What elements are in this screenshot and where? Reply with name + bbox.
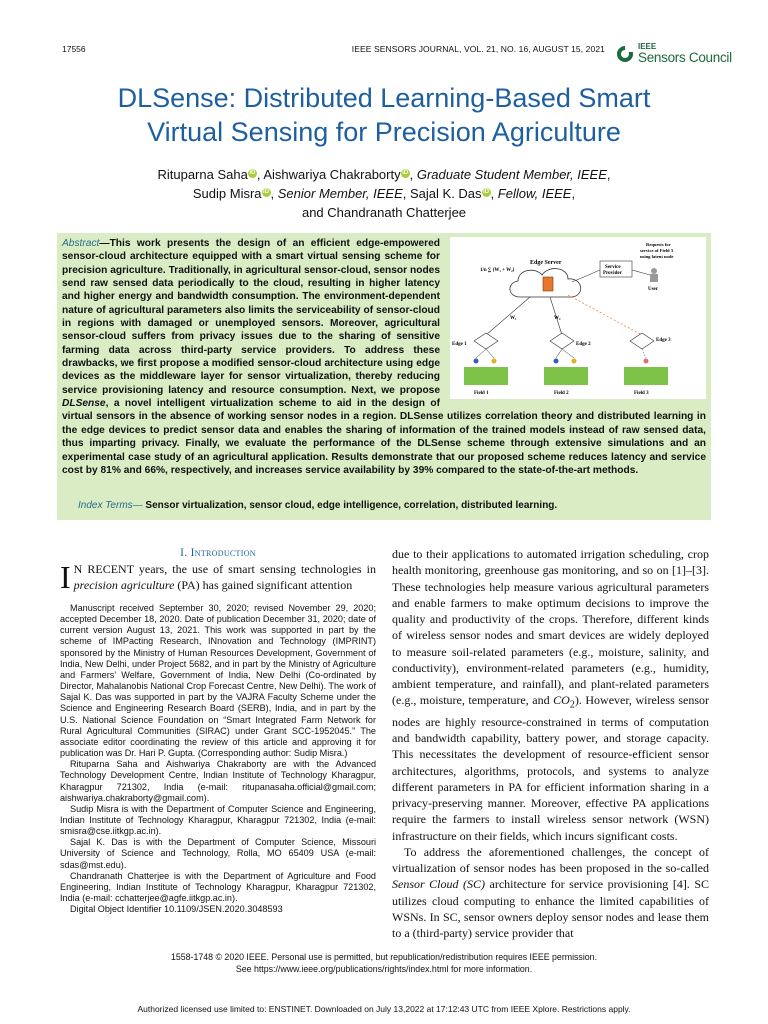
field-1-label: Field 1 xyxy=(474,391,489,396)
footnote-affiliation: Chandranath Chatterjee is with the Department of Agriculture and Food Engineering, Indian Institute of Technology Kharagpur, Kharagpur 721302, India (e-mail: cchatterjee@agfe.iitkgp.ac.in). xyxy=(60,870,376,904)
sensor-node-icon xyxy=(474,359,479,364)
abstract-text-part-1: —This work presents the design of an efficient edge-empowered sensor-cloud architecture equipped with a smart virtual sensing scheme for precision agriculture. Traditionally, in agricultural sensor-cloud, sensor nodes send raw sensed data periodically to the cloud, resulting in higher latency and higher energy and bandwidth consumption. The environment-dependent nature of agricultural parameters also limits the serviceability of sensor-cloud in regions with damaged or unemployed sensors. Moreover, agricultural sensor-cloud suffers from privacy issues due to the sharing of sensitive farming data across third-party service providers. To address these drawbacks, we first propose a modified sensor-cloud architecture using edge devices as the middleware layer for sensor virtualization, thereby reducing service provisioning latency and resource consumption. Next, we propose xyxy=(62,238,440,396)
field-3-label: Field 3 xyxy=(634,391,649,396)
index-terms-text: Sensor virtualization, sensor cloud, edge intelligence, correlation, distributed learning. xyxy=(142,500,558,511)
copyright-notice xyxy=(60,952,708,975)
author-role: Graduate Student Member, IEEE xyxy=(416,167,607,182)
author-line-3: and Chandranath Chatterjee xyxy=(301,205,467,220)
logo-ieee-text: IEEE xyxy=(638,42,657,51)
author-list xyxy=(40,165,728,222)
page-number: 17556 xyxy=(62,44,86,54)
license-notice: Authorized licensed use limited to: ENSTINET. Downloaded on July 13,2022 at 17:12:43 UTC from IEEE Xplore. Restrictions apply. xyxy=(137,1004,631,1014)
intro-text-b: (PA) has gained significant attention xyxy=(174,578,353,592)
edge-3-device-icon xyxy=(630,333,654,349)
author-misra: Sudip Misra xyxy=(192,186,262,201)
footnote-doi: Digital Object Identifier 10.1109/JSEN.2020.3048593 xyxy=(70,904,283,915)
service-provider-label-2: Provider xyxy=(603,271,622,276)
aggregation-formula: 1/n ∑ (W₁ + W₂) xyxy=(480,268,515,273)
edge-1-device-icon xyxy=(474,333,498,349)
orcid-icon[interactable]: iD xyxy=(483,188,490,195)
author-role: Fellow, IEEE xyxy=(497,186,572,201)
author-saha: Rituparna Saha xyxy=(157,167,248,182)
field-1-shape xyxy=(464,367,508,385)
edge-server-icon xyxy=(543,277,553,291)
section-number: I. xyxy=(180,547,191,559)
edge-2-label: Edge 2 xyxy=(576,342,591,347)
weight-w1-label: W₁ xyxy=(510,316,517,321)
user-body-icon xyxy=(650,274,658,282)
field-2-shape xyxy=(544,367,588,385)
ieee-sensors-council-logo xyxy=(616,42,732,68)
footnote-funding: Manuscript received September 30, 2020; revised November 29, 2020; accepted December 18, 2020. Date of publication December 31, 2020; date of current version August 13, 2021. This work was supported in part by the scheme of IMPacting Research, INnovation and Technology (IMPRINT) sponsored by the Ministry of Human Resources Development, Government of India, New Delhi, under Project 5682, and in part by the Ministry of Agriculture and Farmers’ Welfare, Government of India, New Delhi (Co-ordinated by Director, Mahalanobis National Crop Forecast Centre, New Delhi). The work of Sajal K. Das was supported in part by the VAJRA Faculty Scheme under the Science and Engineering Research Board (SERB), India, and in part by the U.S. National Science Foundation on “Smart Integrated Farm Network for Rural Agricultural Communities (SIRAC) under Grant SCC-1952045.” The associate editor coordinating the review of this article and approving it for publication was Dr. Hari P. Gupta. (Corresponding author: Sudip Misra.) xyxy=(60,603,376,759)
abstract xyxy=(62,237,706,477)
author-role: Senior Member, IEEE xyxy=(277,186,403,201)
author-das: Sajal K. Das xyxy=(410,186,482,201)
paragraph-text: due to their applications to automated irrigation scheduling, crop health monitoring, greenhouse gas monitoring, and so on [1]–[3]. These technologies help measure various agricultural parameters and enable farmers to make optimum decisions to improve the quality and productivity of the crops. Therefore, different kinds of wireless sensor nodes and smart devices are widely deployed to measure soil-related parameters (e.g., moisture, salinity, and conductivity), environment-related parameters (e.g., humidity, ambient temperature, and rainfall), and plant-related parameters (e.g., moisture, temperature, and xyxy=(392,547,709,708)
edge-server-label: Edge Server xyxy=(530,260,562,266)
edge-sensor-cloud-diagram xyxy=(450,237,706,399)
request-label-3: using latent node xyxy=(640,254,674,259)
sensor-node-icon xyxy=(572,359,577,364)
weight-w2-label: W₂ xyxy=(554,316,561,321)
section-heading xyxy=(60,547,376,559)
edge-2-device-icon xyxy=(550,333,574,349)
sensor-node-icon xyxy=(554,359,559,364)
footnotes xyxy=(60,603,376,915)
co2-symbol: CO xyxy=(553,693,570,708)
service-provider-label-1: Service xyxy=(605,265,621,270)
introduction-start xyxy=(60,561,376,593)
orcid-icon[interactable]: iD xyxy=(402,169,409,176)
footnote-affiliation: Sudip Misra is with the Department of Computer Science and Engineering, Indian Institute of Technology Kharagpur, Kharagpur 721302, India (e-mail: smisra@cse.iitkgp.ac.in). xyxy=(60,803,376,837)
section-title: Introduction xyxy=(190,547,256,559)
author-chakraborty: Aishwariya Chakraborty xyxy=(263,167,401,182)
paragraph xyxy=(392,844,709,942)
user-label: User xyxy=(648,287,658,292)
abstract-text-part-2: , a novel intelligent virtualization scheme to aid in the design of virtual sensors in the absence of working sensor nodes in a region. DLSense utilizes correlation theory and distributed learning in the edge devices to predict sensor data and enables the sharing of information of the trained models instead of raw sensed data, thus imparting privacy. Finally, we evaluate the performance of the DLSense scheme through extensive simulations and an experimental case study of an agricultural application. Results demonstrate that our proposed scheme reduces latency and service cost by 81% and 66%, respectively, and increases service availability by 39% compared to the state-of-the-art methods. xyxy=(62,398,706,476)
field-2-label: Field 2 xyxy=(554,391,569,396)
request-label-2: service of Field 3 xyxy=(640,248,674,253)
journal-header: IEEE SENSORS JOURNAL, VOL. 21, NO. 16, AUGUST 15, 2021 xyxy=(351,44,605,54)
author-line-1: Rituparna Saha iD , Aishwariya Chakraborty iD , Graduate Student Member, IEEE, xyxy=(157,167,611,182)
architecture-figure xyxy=(450,237,706,399)
logo-sensors-council-text: Sensors Council xyxy=(638,50,732,65)
copyright-line-1: 1558-1748 © 2020 IEEE. Personal use is permitted, but republication/redistribution requires IEEE permission. xyxy=(170,952,598,962)
co2-subscript: 2 xyxy=(569,699,575,711)
intro-text-a: N RECENT years, the use of smart sensing technologies in xyxy=(73,562,376,576)
footnote-affiliation: Sajal K. Das is with the Department of Computer Science, Missouri University of Science and Technology, Rolla, MO 65409 USA (e-mail: sdas@mst.edu). xyxy=(60,837,376,870)
request-label-1: Requests for xyxy=(646,242,671,247)
drop-cap: I xyxy=(60,559,71,595)
edge-3-label: Edge 3 xyxy=(656,338,671,343)
copyright-line-2: See https://www.ieee.org/publications/rights/index.html for more information. xyxy=(235,963,533,974)
sensor-node-icon xyxy=(644,359,649,364)
title-line-1: DLSense: Distributed Learning-Based Smart xyxy=(117,83,651,113)
title-line-2: Virtual Sensing for Precision Agriculture xyxy=(147,117,621,147)
sensor-node-icon xyxy=(492,359,497,364)
footnote-affiliation: Rituparna Saha and Aishwariya Chakraborty are with the Advanced Technology Development Centre, Indian Institute of Technology Kharagpur, Kharagpur 721302, India (e-mail: ritupanasaha.official@gmail.com; aishwariya.chakraborty@gmail.com). xyxy=(60,759,376,803)
index-terms-label: Index Terms— xyxy=(78,500,143,511)
index-terms xyxy=(78,500,718,511)
paragraph-text: To address the aforementioned challenges, the concept of virtualization of sensor nodes has been proposed in the so-called xyxy=(392,844,709,876)
paragraph-emphasis: Sensor Cloud (SC) xyxy=(392,877,486,892)
sensors-council-logo-icon xyxy=(616,42,636,66)
edge-1-label: Edge 1 xyxy=(452,342,467,347)
paper-title xyxy=(40,81,728,149)
paragraph-text: ). However, wireless sensor nodes are highly resource-constrained in terms of computation and bandwidth capability, battery power, and storage capacity. This necessitates the development of resource-efficient sensor architectures, algorithms, protocols, and systems to analyze different parameters in PA for efficient information sharing in a privacy-preserving manner. Moreover, effective PA applications require the farmers to install wireless sensor network (WSN) infrastructure on their fields, which incurs significant costs. xyxy=(392,693,709,843)
intro-emphasis: precision agriculture xyxy=(73,578,175,592)
right-column xyxy=(392,546,709,941)
abstract-emphasis: DLSense xyxy=(62,398,106,410)
field-3-shape xyxy=(624,367,668,385)
author-line-2: Sudip Misra iD , Senior Member, IEEE, Sajal K. Das iD , Fellow, IEEE, xyxy=(192,186,576,201)
paragraph-text: architecture for service provisioning [4]. SC utilizes cloud computing to enhance the limited capabilities of WSNs. In SC, sensor owners deploy sensor nodes and lease them to a (third-party) service provider that xyxy=(392,877,709,941)
orcid-icon[interactable]: iD xyxy=(249,169,256,176)
abstract-label: Abstract xyxy=(62,238,100,249)
orcid-icon[interactable]: iD xyxy=(263,188,270,195)
user-icon xyxy=(651,268,657,274)
paragraph xyxy=(392,546,709,844)
